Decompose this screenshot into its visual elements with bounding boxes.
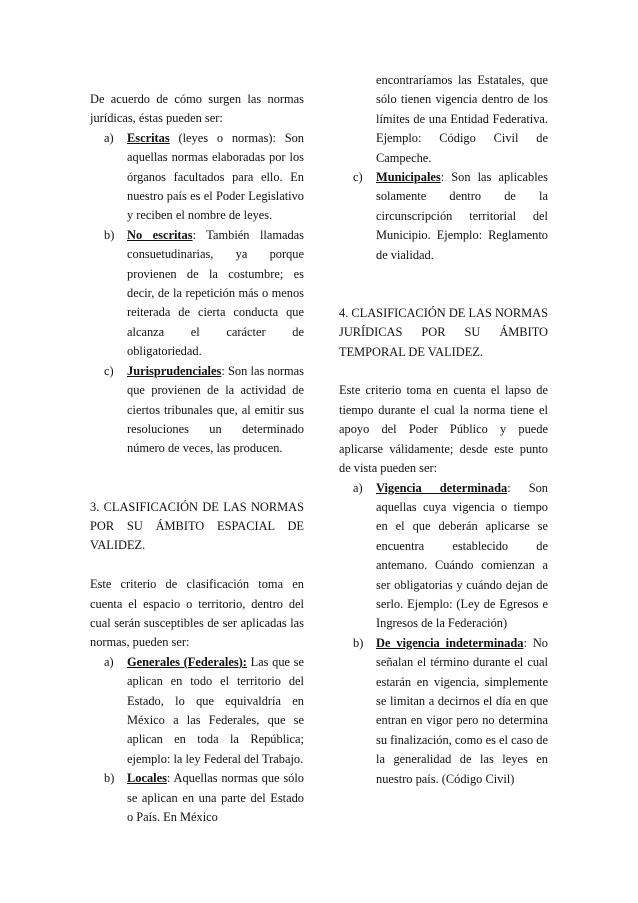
spatial-list-continued <box>339 168 548 265</box>
item-letter: c) <box>353 170 363 185</box>
list-item <box>90 769 304 827</box>
item-term-punct: : <box>440 170 445 185</box>
list-item <box>90 226 304 362</box>
item-term: Escritas <box>127 130 170 145</box>
list-item <box>339 634 548 789</box>
item-term-punct: : <box>221 363 225 378</box>
item-text: Son las normas que provienen de la actividad de ciertos tribunales que, al emitir sus resoluciones un determinado número de veces, las producen. <box>127 363 304 456</box>
list-item <box>90 653 304 769</box>
section-3-title: 3. CLASIFICACIÓN DE LAS NORMAS POR SU ÁMBITO ESPACIAL DE VALIDEZ. <box>90 499 304 553</box>
item-letter: b) <box>104 227 115 242</box>
spatial-list <box>90 653 304 828</box>
origin-list <box>90 129 304 459</box>
item-term: Vigencia determinada <box>376 480 508 495</box>
item-term: No escritas <box>127 227 193 242</box>
item-term: Locales <box>127 771 167 786</box>
item-text: Son aquellas cuya vigencia o tiempo en el que deberán aplicarse se encuentra establecido de antemano. Cuándo comienzan a ser obligatorias y cuándo dejan de serlo. Ejemplo: (Ley de Egresos e Ingresos de la Federación) <box>376 480 548 631</box>
item-letter: c) <box>104 363 114 378</box>
item-letter: a) <box>104 654 114 669</box>
item-text: Aquellas normas que sólo se aplican en una parte del Estado o País. En México <box>127 771 304 824</box>
list-item <box>339 168 548 265</box>
item-term: Generales (Federales): <box>127 654 247 669</box>
item-term-punct: : <box>523 635 527 650</box>
list-item <box>90 129 304 226</box>
item-term: Municipales <box>376 170 441 185</box>
item-text: Son las aplicables solamente dentro de la circunscripción territorial del Municipio. Ejemplo: Reglamento de vialidad. <box>376 170 548 262</box>
item-text: No señalan el término durante el cual estarán en vigencia, simplemente se limitan a decirnos el día en que entran en vigor pero no determina su finalización, como es el caso de la generalidad de las leyes en nuestro país. (Código Civil) <box>376 635 548 786</box>
item-term-punct: : <box>166 771 171 786</box>
temporal-list <box>339 479 548 790</box>
section-3-intro: Este criterio de clasificación toma en cuenta el espacio o territorio, dentro del cual serán susceptibles de ser aplicadas las normas, pueden ser: <box>90 577 304 650</box>
item-term: Jurisprudenciales <box>127 363 222 378</box>
list-item <box>90 362 304 459</box>
item-term-punct: : <box>192 227 197 242</box>
item-letter: a) <box>104 130 114 145</box>
left-column <box>90 90 304 827</box>
item-term: De vigencia indeterminada <box>376 635 524 650</box>
item-letter: a) <box>353 480 363 495</box>
locales-continuation: encontraríamos las Estatales, que sólo tienen vigencia dentro de los límites de una Entidad Federativa. Ejemplo: Código Civil de Campeche. <box>376 73 548 165</box>
section-4-intro: Este criterio toma en cuenta el lapso de tiempo durante el cual la norma tiene el apoyo del Poder Público y puede aplicarse válidamente; desde este punto de vista pueden ser: <box>339 383 548 476</box>
item-text: Las que se aplican en todo el territorio del Estado, lo que equivaldría en México a las Federales, que se aplican en toda la República; ejemplo: la ley Federal del Trabajo. <box>127 654 304 766</box>
item-text: También llamadas consuetudinarias, ya porque provienen de la costumbre; es decir, de la repetición más o menos reiterada de cierta conducta que alcanza el carácter de obligatoriedad. <box>127 227 305 359</box>
right-column <box>339 71 548 789</box>
item-letter: b) <box>353 635 364 650</box>
item-text: (leyes o normas): Son aquellas normas elaboradas por los órganos facultados para ello. En nuestro país es el Poder Legislativo y reciben el nombre de leyes. <box>127 130 304 223</box>
origin-intro: De acuerdo de cómo surgen las normas jurídicas, éstas pueden ser: <box>90 92 304 126</box>
section-4-title: 4. CLASIFICACIÓN DE LAS NORMAS JURÍDICAS POR SU ÁMBITO TEMPORAL DE VALIDEZ. <box>339 305 548 359</box>
list-item <box>339 479 548 634</box>
item-letter: b) <box>104 771 115 786</box>
item-term-punct: : <box>507 480 511 495</box>
